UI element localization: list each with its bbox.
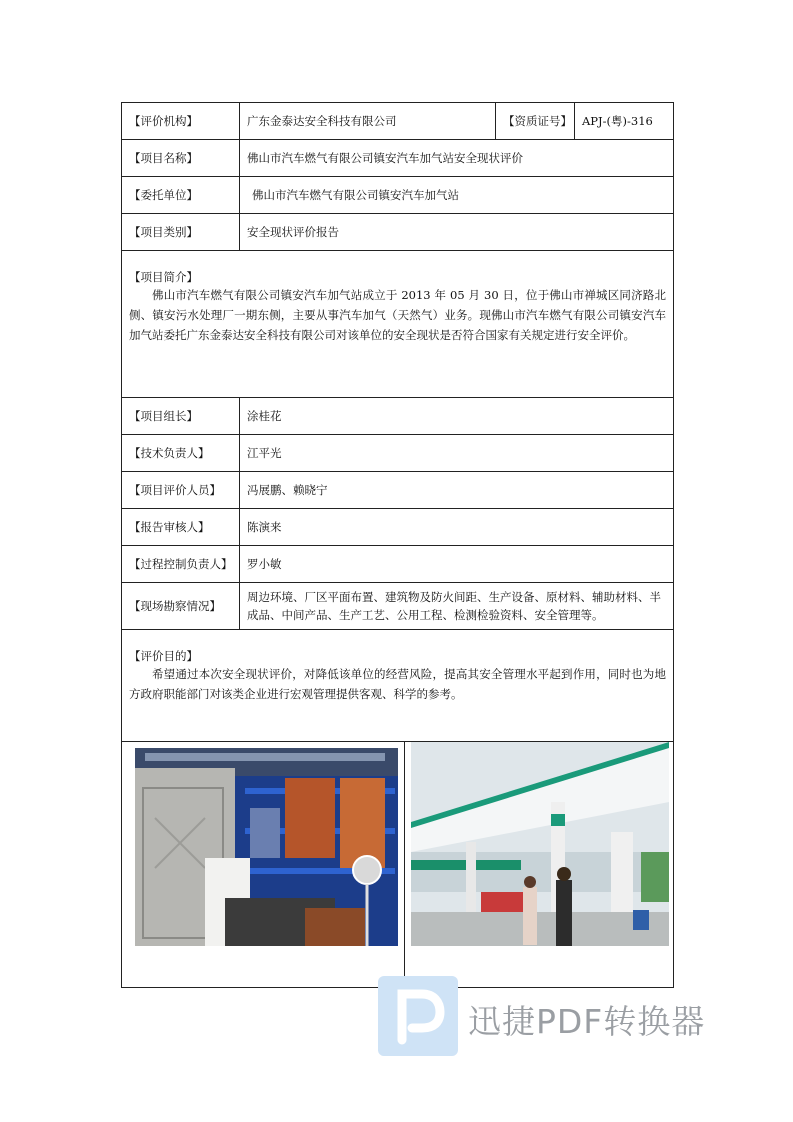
intro-text: 佛山市汽车燃气有限公司镇安汽车加气站成立于 2013 年 05 月 30 日，位于佛山市禅城区同济路北侧、镇安污水处理厂一期东侧，主要从事汽车加气（天然气）业务。现佛山市汽车燃气有限公司镇安汽车加气站委托广东金泰达安全科技有限公司对该单位的安全现状是否符合国家有关规定进行安全评价。 <box>129 288 666 342</box>
survey-value: 周边环境、厂区平面布置、建筑物及防火间距、生产设备、原材料、辅助材料、半成品、中间产品、生产工艺、公用工程、检测检验资料、安全管理等。 <box>240 583 674 630</box>
client-label: 【委托单位】 <box>122 177 240 214</box>
row-organization <box>122 103 674 140</box>
watermark-text: 迅捷PDF转换器 <box>468 1002 706 1041</box>
row-leader <box>122 398 674 435</box>
cert-label: 【资质证号】 <box>496 103 575 140</box>
row-client <box>122 177 674 214</box>
purpose-cell <box>122 630 674 742</box>
photo-cell-right <box>405 742 666 987</box>
category-label: 【项目类别】 <box>122 214 240 251</box>
row-intro <box>122 251 674 398</box>
row-survey <box>122 583 674 630</box>
row-project-name <box>122 140 674 177</box>
photos-wrap <box>129 742 666 987</box>
purpose-label: 【评价目的】 <box>129 649 198 663</box>
intro-cell <box>122 251 674 398</box>
gas-station-photo <box>411 742 669 946</box>
evaluators-value: 冯展鹏、赖晓宁 <box>240 472 674 509</box>
row-tech <box>122 435 674 472</box>
row-reviewer <box>122 509 674 546</box>
pdf-converter-logo-icon <box>378 976 458 1056</box>
row-category <box>122 214 674 251</box>
project-name-label: 【项目名称】 <box>122 140 240 177</box>
evaluators-label: 【项目评价人员】 <box>122 472 240 509</box>
row-photos <box>122 742 674 988</box>
photos-cell <box>122 742 674 988</box>
row-evaluators <box>122 472 674 509</box>
survey-label: 【现场勘察情况】 <box>122 583 240 630</box>
process-label: 【过程控制负责人】 <box>122 546 240 583</box>
leader-label: 【项目组长】 <box>122 398 240 435</box>
storage-room-photo <box>135 748 398 946</box>
process-value: 罗小敏 <box>240 546 674 583</box>
leader-value: 涂桂花 <box>240 398 674 435</box>
intro-label: 【项目简介】 <box>129 270 198 284</box>
client-value: 佛山市汽车燃气有限公司镇安汽车加气站 <box>240 177 674 214</box>
cert-value: APJ-(粤)-316 <box>575 103 674 140</box>
org-label: 【评价机构】 <box>122 103 240 140</box>
org-value: 广东金泰达安全科技有限公司 <box>240 103 496 140</box>
row-process <box>122 546 674 583</box>
photo-cell-left <box>129 742 405 987</box>
category-value: 安全现状评价报告 <box>240 214 674 251</box>
row-purpose <box>122 630 674 742</box>
tech-value: 江平光 <box>240 435 674 472</box>
project-name-value: 佛山市汽车燃气有限公司镇安汽车加气站安全现状评价 <box>240 140 674 177</box>
evaluation-info-table <box>121 102 674 988</box>
reviewer-value: 陈演来 <box>240 509 674 546</box>
reviewer-label: 【报告审核人】 <box>122 509 240 546</box>
tech-label: 【技术负责人】 <box>122 435 240 472</box>
watermark <box>378 976 728 1056</box>
purpose-text: 希望通过本次安全现状评价，对降低该单位的经营风险，提高其安全管理水平起到作用，同时也为地方政府职能部门对该类企业进行宏观管理提供客观、科学的参考。 <box>129 667 666 701</box>
